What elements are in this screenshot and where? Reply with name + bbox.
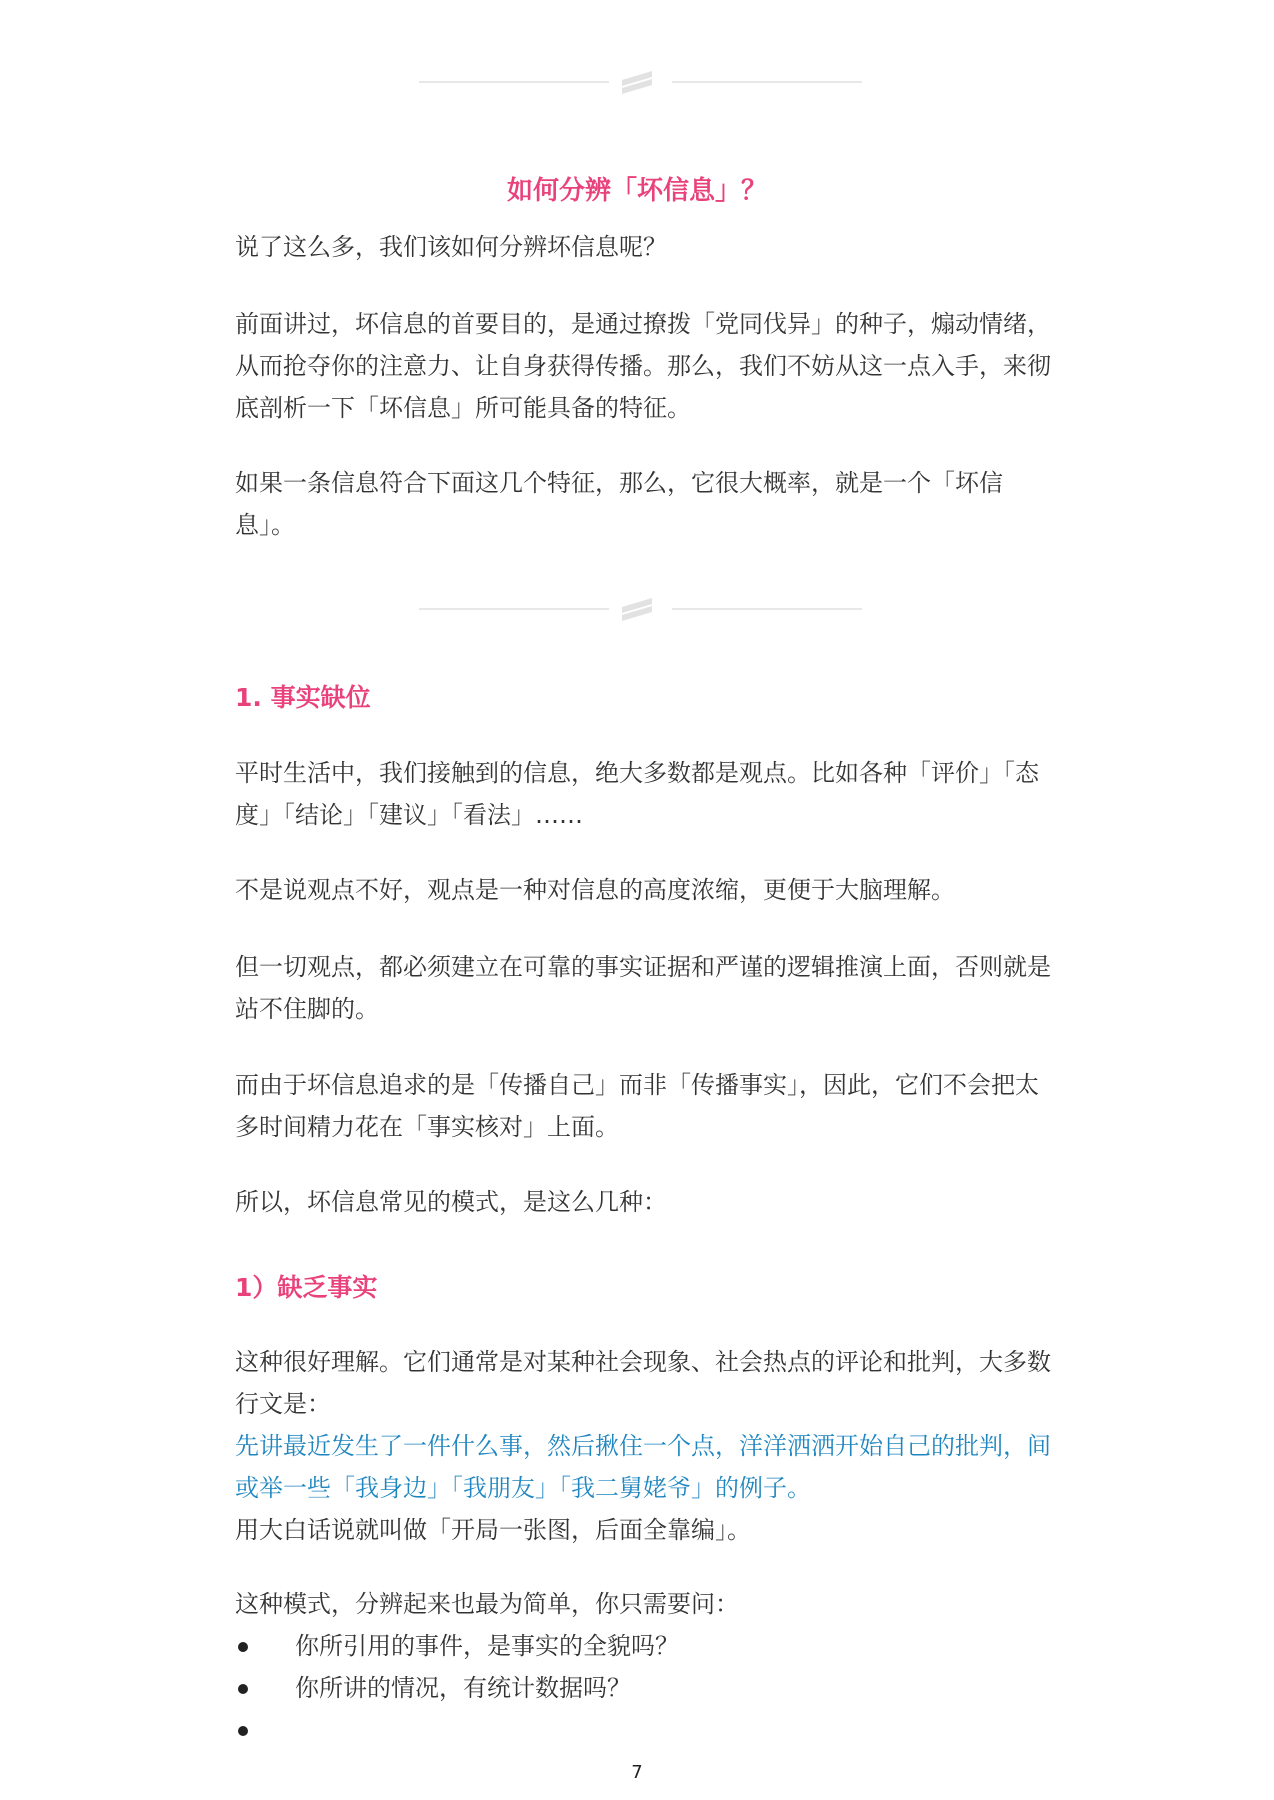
divider-line [419, 608, 609, 610]
section-title: 如何分辨「坏信息」？ [506, 175, 767, 206]
list-item-text: 你所讲的情况，有统计数据吗？ [295, 1674, 631, 1702]
paragraph: 但一切观点，都必须建立在可靠的事实证据和严谨的逻辑推演上面，否则就是站不住脚的。 [235, 953, 1051, 1023]
sub-heading: 1）缺乏事实 [235, 1273, 378, 1302]
paragraph: 平时生活中，我们接触到的信息，绝大多数都是观点。比如各种「评价」「态度」「结论」「建议」「看法」…… [235, 759, 1039, 829]
paragraph: 而由于坏信息追求的是「传播自己」而非「传播事实」，因此，它们不会把太多时间精力花在「事实核对」上面。 [235, 1071, 1039, 1141]
intro-paragraph-1: 说了这么多，我们该如何分辨坏信息呢？ [235, 233, 667, 261]
paragraph: 所以，坏信息常见的模式，是这么几种： [235, 1188, 667, 1216]
list-item-text: 你所引用的事件，是事实的全貌吗？ [295, 1632, 679, 1660]
list-item [235, 1667, 679, 1709]
double-slash-icon [620, 593, 654, 625]
divider-line [672, 81, 862, 83]
intro-paragraph-3: 如果一条信息符合下面这几个特征，那么，它很大概率，就是一个「坏信息」。 [235, 469, 1003, 539]
paragraph: 用大白话说就叫做「开局一张图，后面全靠编」。 [235, 1516, 751, 1544]
double-slash-icon [620, 66, 654, 98]
list-item [235, 1709, 679, 1751]
list-item [235, 1625, 679, 1667]
intro-paragraph-2: 前面讲过，坏信息的首要目的，是通过撩拨「党同伐异」的种子，煽动情绪，从而抢夺你的注意力、让自身获得传播。那么，我们不妨从这一点入手，来彻底剖析一下「坏信息」所可能具备的特征。 [235, 310, 1051, 422]
bullet-icon [238, 1642, 248, 1652]
divider-line [672, 608, 862, 610]
bullet-icon [238, 1726, 248, 1736]
page-number: 7 [631, 1762, 643, 1783]
divider-line [419, 81, 609, 83]
paragraph: 这种很好理解。它们通常是对某种社会现象、社会热点的评论和批判，大多数行文是： [235, 1348, 1051, 1418]
section-divider-middle [0, 589, 1274, 629]
paragraph: 这种模式，分辨起来也最为简单，你只需要问： [235, 1590, 739, 1618]
highlighted-paragraph: 先讲最近发生了一件什么事，然后揪住一个点，洋洋洒洒开始自己的批判，间或举一些「我身边」「我朋友」「我二舅姥爷」的例子。 [235, 1432, 1051, 1502]
section-heading: 1. 事实缺位 [235, 683, 371, 712]
question-list [235, 1625, 679, 1751]
section-divider-top [0, 62, 1274, 102]
bullet-icon [238, 1684, 248, 1694]
paragraph: 不是说观点不好，观点是一种对信息的高度浓缩，更便于大脑理解。 [235, 876, 955, 904]
